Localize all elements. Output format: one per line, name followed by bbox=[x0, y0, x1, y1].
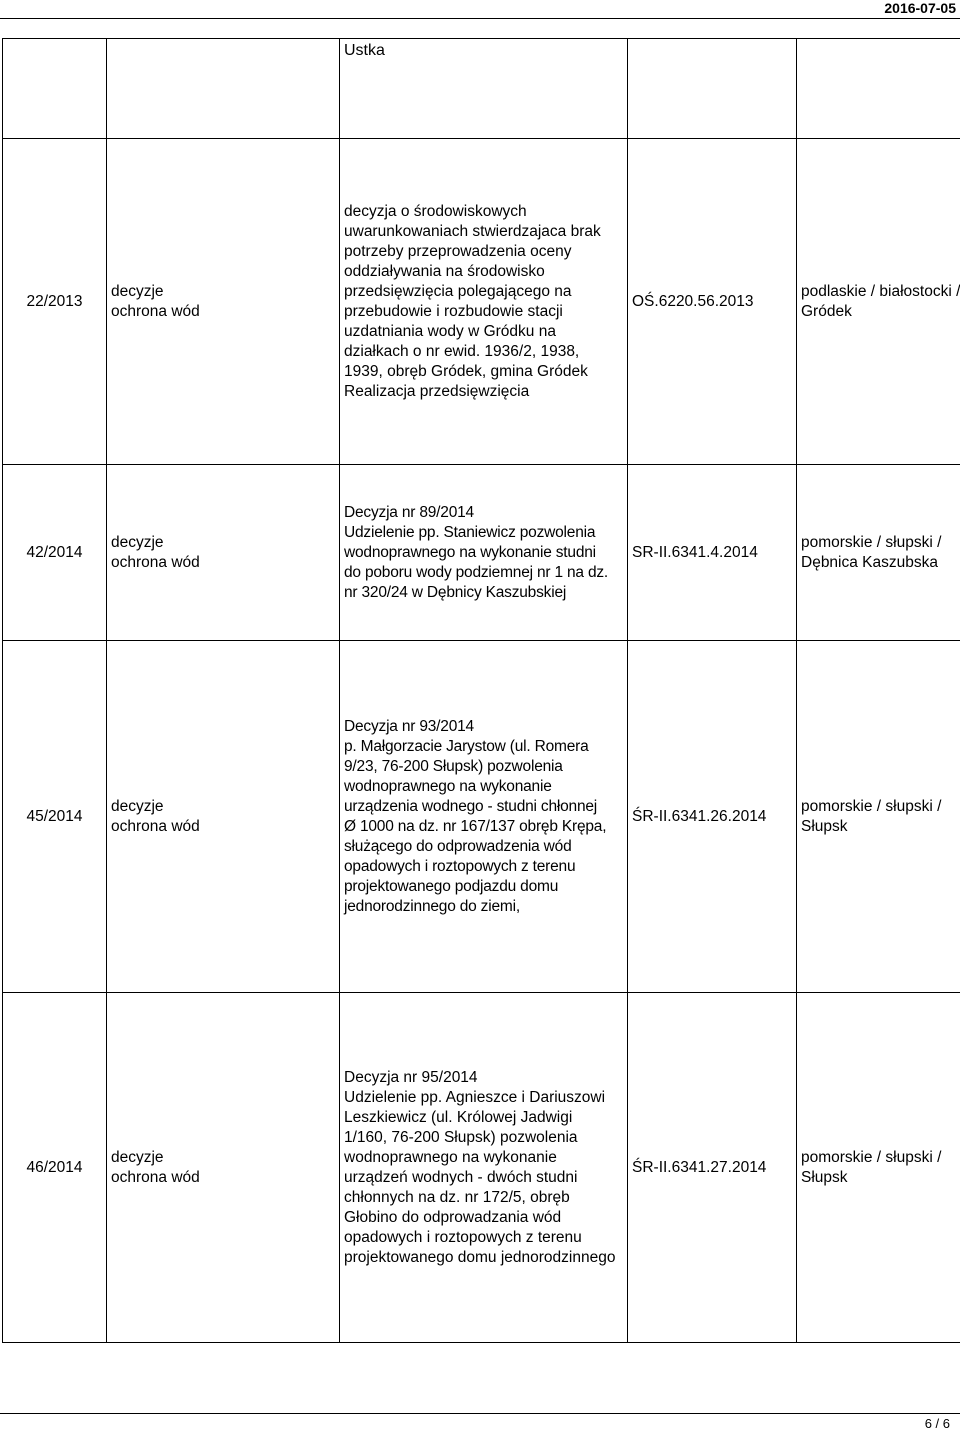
category-cell bbox=[107, 39, 340, 139]
description-line: służącego do odprowadzenia wód bbox=[344, 837, 627, 857]
description-cell bbox=[340, 641, 628, 993]
description-line: oddziaływania na środowisko bbox=[344, 262, 627, 282]
location-cell bbox=[797, 39, 960, 139]
category-cell bbox=[107, 139, 340, 465]
category-line: decyzje bbox=[111, 533, 339, 553]
description-line: działkach o nr ewid. 1936/2, 1938, bbox=[344, 342, 627, 362]
description-line: przedsięwzięcia polegającego na bbox=[344, 282, 627, 302]
table-row bbox=[3, 993, 960, 1343]
description-line: projektowanego domu jednorodzinnego bbox=[344, 1248, 627, 1268]
category-line: ochrona wód bbox=[111, 553, 339, 573]
description-line: Decyzja nr 89/2014 bbox=[344, 503, 627, 523]
row-number: 42/2014 bbox=[3, 465, 107, 641]
category-line: decyzje bbox=[111, 797, 339, 817]
sign-cell bbox=[628, 39, 797, 139]
print-date: 2016-07-05 bbox=[884, 0, 956, 16]
description-line: uzdatniania wody w Gródku na bbox=[344, 322, 627, 342]
page-number: 6 / 6 bbox=[925, 1416, 950, 1431]
description-line: Realizacja przedsięwzięcia bbox=[344, 382, 627, 402]
description-line: potrzeby przeprowadzenia oceny bbox=[344, 242, 627, 262]
location-cell bbox=[797, 465, 960, 641]
table-row bbox=[3, 139, 960, 465]
description-line: Decyzja nr 93/2014 bbox=[344, 717, 627, 737]
description-line: Ø 1000 na dz. nr 167/137 obręb Krępa, bbox=[344, 817, 627, 837]
description-line: Decyzja nr 95/2014 bbox=[344, 1068, 627, 1088]
description-line: wodnoprawnego na wykonanie bbox=[344, 777, 627, 797]
category-line: ochrona wód bbox=[111, 302, 339, 322]
description-cell bbox=[340, 465, 628, 641]
description-line: Głobino do odprowadzania wód bbox=[344, 1208, 627, 1228]
table-row bbox=[3, 39, 960, 139]
sign-cell: SR-II.6341.4.2014 bbox=[628, 465, 797, 641]
category-cell bbox=[107, 641, 340, 993]
sign-cell: ŚR-II.6341.26.2014 bbox=[628, 641, 797, 993]
description-line: wodnoprawnego na wykonanie studni bbox=[344, 543, 627, 563]
header-rule bbox=[0, 18, 960, 19]
location-line: podlaskie / białostocki / bbox=[801, 282, 960, 302]
category-line: ochrona wód bbox=[111, 817, 339, 837]
description-line: Udzielenie pp. Staniewicz pozwolenia bbox=[344, 523, 627, 543]
row-number: 46/2014 bbox=[3, 993, 107, 1343]
description-line: 9/23, 76-200 Słupsk) pozwolenia bbox=[344, 757, 627, 777]
description-line: 1/160, 76-200 Słupsk) pozwolenia bbox=[344, 1128, 627, 1148]
description-line: Leszkiewicz (ul. Królowej Jadwigi bbox=[344, 1108, 627, 1128]
description-line: 1939, obręb Gródek, gmina Gródek bbox=[344, 362, 627, 382]
sign-cell: OŚ.6220.56.2013 bbox=[628, 139, 797, 465]
description-cell bbox=[340, 993, 628, 1343]
category-line: ochrona wód bbox=[111, 1168, 339, 1188]
footer-rule bbox=[0, 1413, 960, 1414]
description-line: jednorodzinnego do ziemi, bbox=[344, 897, 627, 917]
location-cell bbox=[797, 641, 960, 993]
table-row bbox=[3, 641, 960, 993]
row-number: 22/2013 bbox=[3, 139, 107, 465]
location-line: Gródek bbox=[801, 302, 960, 322]
location-text: Ustka bbox=[344, 41, 627, 61]
description-line: opadowych i roztopowych z terenu bbox=[344, 857, 627, 877]
description-line: do poboru wody podziemnej nr 1 na dz. bbox=[344, 563, 627, 583]
description-line: wodnoprawnego na wykonanie bbox=[344, 1148, 627, 1168]
sign-cell: ŚR-II.6341.27.2014 bbox=[628, 993, 797, 1343]
location-cell bbox=[797, 993, 960, 1343]
category-line: decyzje bbox=[111, 1148, 339, 1168]
description-line: opadowych i roztopowych z terenu bbox=[344, 1228, 627, 1248]
description-line: Udzielenie pp. Agnieszce i Dariuszowi bbox=[344, 1088, 627, 1108]
description-line: urządzenia wodnego - studni chłonnej bbox=[344, 797, 627, 817]
description-cell bbox=[340, 139, 628, 465]
category-line: decyzje bbox=[111, 282, 339, 302]
records-table bbox=[2, 38, 960, 1343]
table-row bbox=[3, 465, 960, 641]
location-line: Słupsk bbox=[801, 1168, 960, 1188]
description-line: nr 320/24 w Dębnicy Kaszubskiej bbox=[344, 583, 627, 603]
description-cell bbox=[340, 39, 628, 139]
description-line: p. Małgorzacie Jarystow (ul. Romera bbox=[344, 737, 627, 757]
description-line: decyzja o środowiskowych bbox=[344, 202, 627, 222]
row-number-cell bbox=[3, 39, 107, 139]
description-line: chłonnych na dz. nr 172/5, obręb bbox=[344, 1188, 627, 1208]
location-line: pomorskie / słupski / bbox=[801, 797, 960, 817]
location-line: pomorskie / słupski / bbox=[801, 533, 960, 553]
category-cell bbox=[107, 465, 340, 641]
location-cell bbox=[797, 139, 960, 465]
row-number: 45/2014 bbox=[3, 641, 107, 993]
description-line: urządzeń wodnych - dwóch studni bbox=[344, 1168, 627, 1188]
location-line: Dębnica Kaszubska bbox=[801, 553, 960, 573]
category-cell bbox=[107, 993, 340, 1343]
location-line: pomorskie / słupski / bbox=[801, 1148, 960, 1168]
description-line: przebudowie i rozbudowie stacji bbox=[344, 302, 627, 322]
description-line: uwarunkowaniach stwierdzajaca brak bbox=[344, 222, 627, 242]
description-line: projektowanego podjazdu domu bbox=[344, 877, 627, 897]
location-line: Słupsk bbox=[801, 817, 960, 837]
